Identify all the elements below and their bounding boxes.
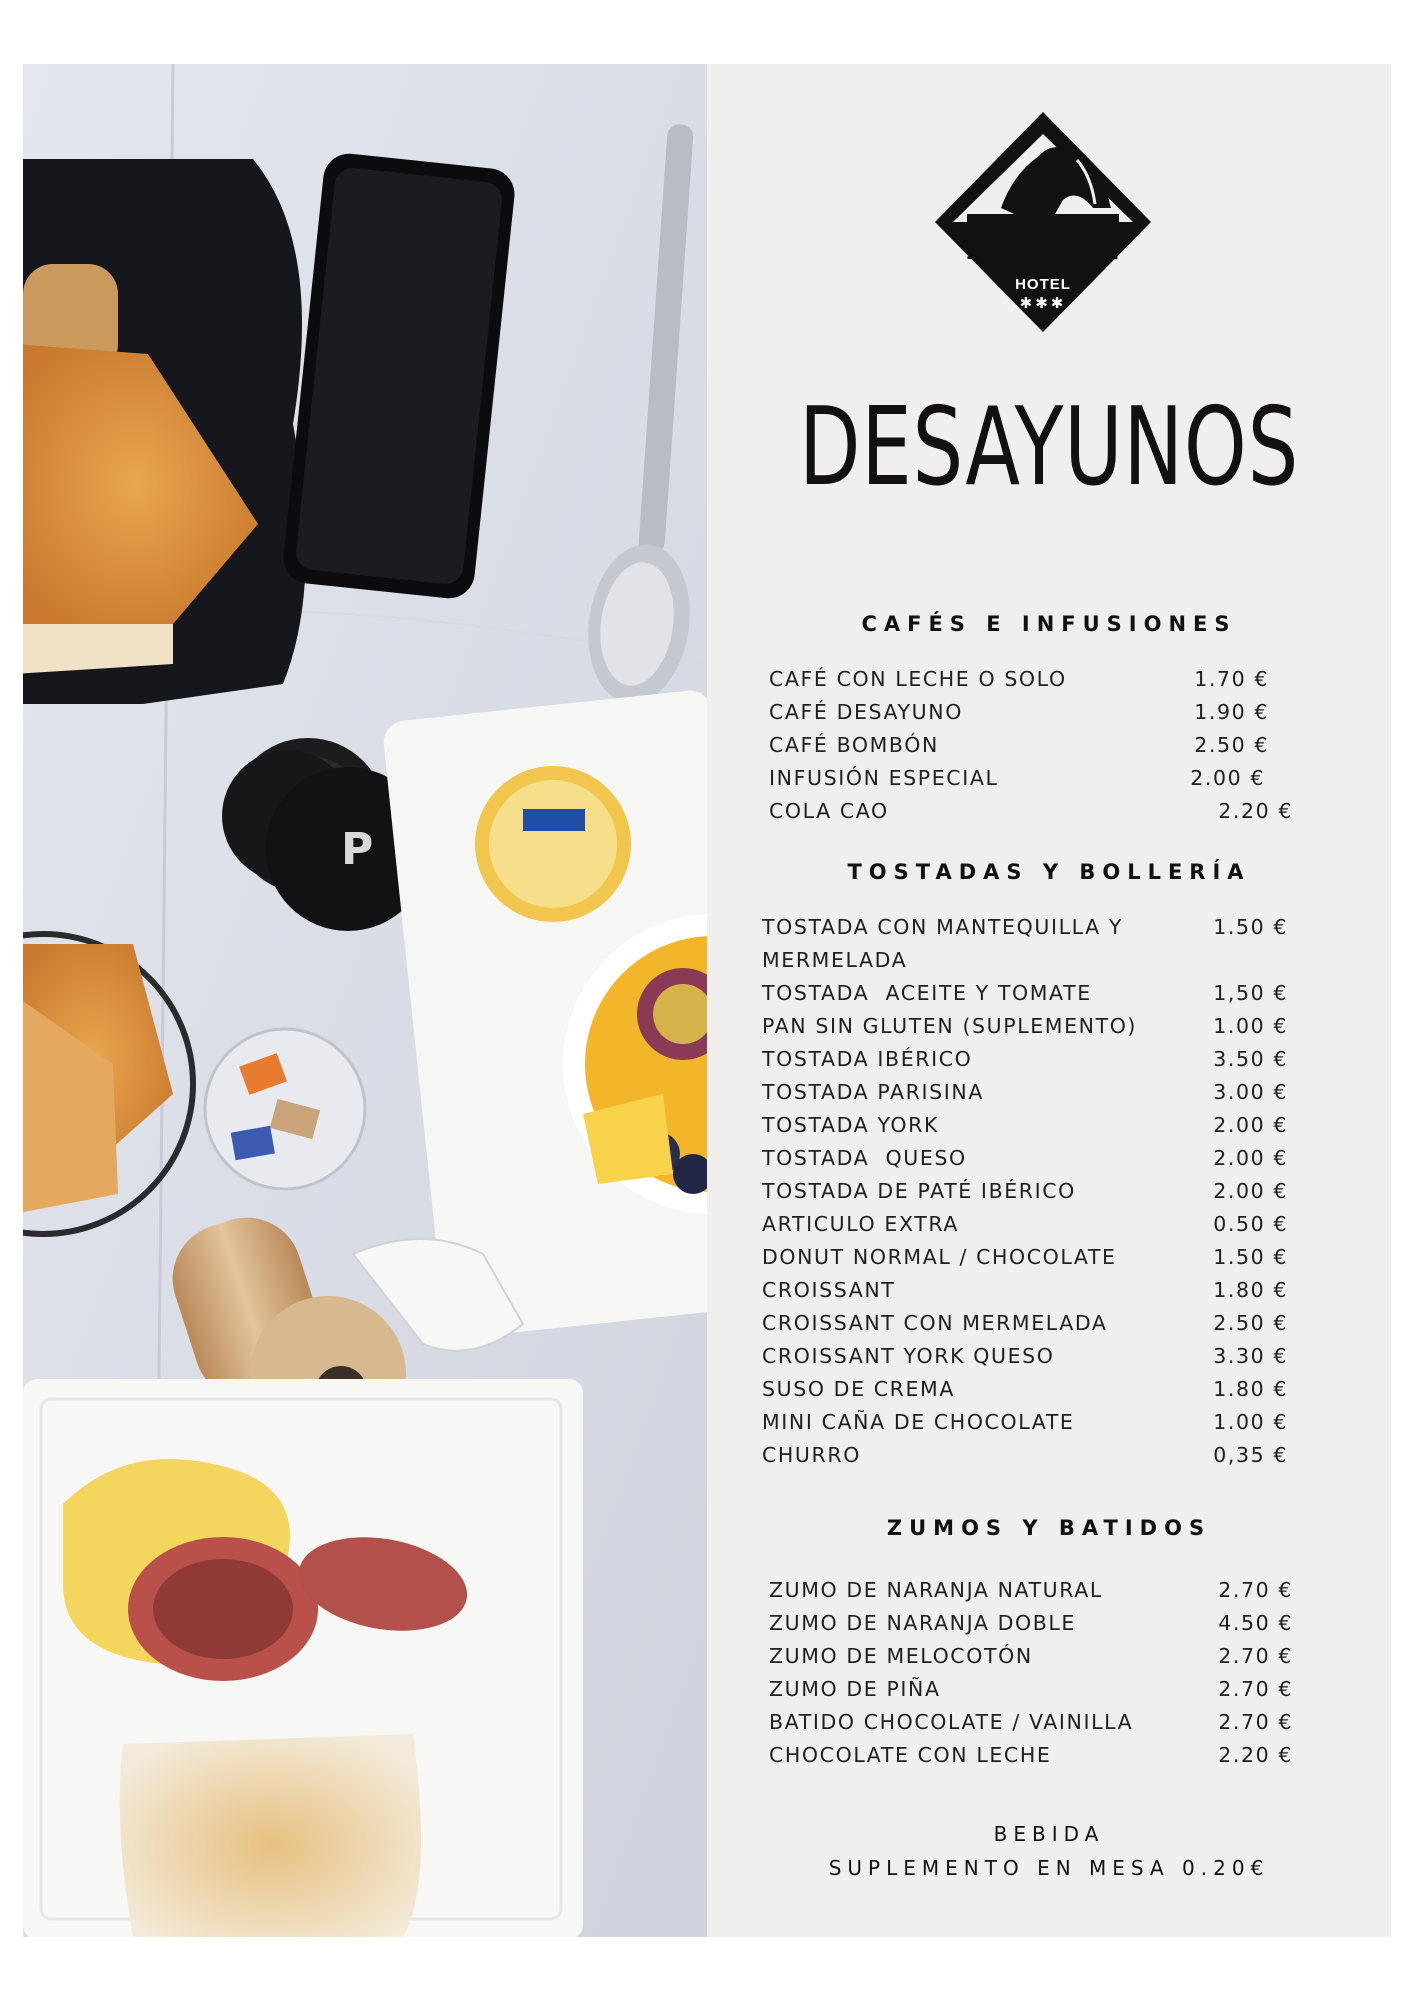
- item-price: 1.00 €: [1213, 1410, 1288, 1434]
- menu-item: [769, 799, 1293, 832]
- item-price: 2.70 €: [1218, 1710, 1293, 1734]
- menu-panel: [707, 64, 1391, 1937]
- menu-item: [762, 1179, 1288, 1212]
- item-price: 1.50 €: [1213, 1245, 1288, 1269]
- item-price: 3.30 €: [1213, 1344, 1288, 1368]
- item-name: TOSTADA YORK: [762, 1113, 940, 1137]
- item-name: TOSTADA PARISINA: [762, 1080, 984, 1104]
- menu-item: [769, 733, 1269, 766]
- footer-bebida: BEBIDA: [993, 1822, 1105, 1846]
- item-name: CROISSANT YORK QUESO: [762, 1344, 1055, 1368]
- menu-item: [762, 1410, 1288, 1443]
- footer-suplemento: SUPLEMENTO EN MESA 0.20€: [828, 1856, 1270, 1880]
- item-price: 0,35 €: [1213, 1443, 1288, 1467]
- brand-stars: ✱✱✱: [1019, 294, 1067, 312]
- item-name: ZUMO DE MELOCOTÓN: [769, 1644, 1033, 1668]
- item-name: ARTICULO EXTRA: [762, 1212, 960, 1236]
- item-price: 3.50 €: [1213, 1047, 1288, 1071]
- brand-name: AZAR: [967, 216, 1119, 271]
- menu-item: [762, 1344, 1288, 1377]
- menu-item: [769, 766, 1265, 799]
- item-price: 1.80 €: [1213, 1377, 1288, 1401]
- menu-item: [769, 1578, 1293, 1611]
- menu-item: [762, 1047, 1288, 1080]
- item-name: INFUSIÓN ESPECIAL: [769, 766, 999, 790]
- item-name: COLA CAO: [769, 799, 889, 823]
- menu-item: [762, 1212, 1288, 1245]
- item-price: 2.00 €: [1213, 1146, 1288, 1170]
- item-price: 1,50 €: [1213, 981, 1288, 1005]
- item-price: 1.00 €: [1213, 1014, 1288, 1038]
- item-price: 2.70 €: [1218, 1578, 1293, 1602]
- item-price: 2.20 €: [1218, 1743, 1293, 1767]
- menu-item: [769, 1611, 1293, 1644]
- item-price: 2.70 €: [1218, 1644, 1293, 1668]
- item-price: 0.50 €: [1213, 1212, 1288, 1236]
- menu-item: [769, 667, 1269, 700]
- section-title-zumos: ZUMOS Y BATIDOS: [886, 1516, 1212, 1540]
- breakfast-photo: [23, 64, 707, 1937]
- item-name: CAFÉ CON LECHE O SOLO: [769, 667, 1067, 691]
- menu-item: [762, 1014, 1288, 1047]
- item-price: 4.50 €: [1218, 1611, 1293, 1635]
- item-name: BATIDO CHOCOLATE / VAINILLA: [769, 1710, 1134, 1734]
- item-name: CHOCOLATE CON LECHE: [769, 1743, 1052, 1767]
- brand-subtitle: HOTEL: [1015, 276, 1071, 293]
- item-name: CROISSANT: [762, 1278, 896, 1302]
- menu-item: [769, 1677, 1293, 1710]
- item-name: CHURRO: [762, 1443, 861, 1467]
- item-name: ZUMO DE NARANJA DOBLE: [769, 1611, 1076, 1635]
- menu-item: [769, 700, 1269, 733]
- menu-item: [762, 1113, 1288, 1146]
- item-price: 2.20 €: [1218, 799, 1293, 823]
- item-price: 1.50 €: [1213, 915, 1288, 939]
- item-name: TOSTADA DE PATÉ IBÉRICO: [762, 1179, 1076, 1203]
- item-name: ZUMO DE PIÑA: [769, 1677, 941, 1701]
- item-name: TOSTADA IBÉRICO: [762, 1047, 973, 1071]
- item-price: 2.70 €: [1218, 1677, 1293, 1701]
- menu-item: [769, 1710, 1293, 1743]
- item-name: TOSTADA CON MANTEQUILLA Y: [762, 915, 1123, 939]
- item-price: 3.00 €: [1213, 1080, 1288, 1104]
- item-price: 2.00 €: [1190, 766, 1265, 790]
- item-name: PAN SIN GLUTEN (SUPLEMENTO): [762, 1014, 1138, 1038]
- section-title-cafes: CAFÉS E INFUSIONES: [861, 612, 1237, 636]
- item-name: CAFÉ DESAYUNO: [769, 700, 963, 724]
- menu-item: [762, 1245, 1288, 1278]
- item-price: 2.50 €: [1194, 733, 1269, 757]
- page-title: DESAYUNOS: [798, 385, 1300, 510]
- item-name-continued: MERMELADA: [762, 948, 908, 972]
- menu-item: [762, 1377, 1288, 1410]
- item-name: SUSO DE CREMA: [762, 1377, 955, 1401]
- item-name: TOSTADA ACEITE Y TOMATE: [762, 981, 1092, 1005]
- menu-item: [762, 1278, 1288, 1311]
- item-price: 2.50 €: [1213, 1311, 1288, 1335]
- item-name: DONUT NORMAL / CHOCOLATE: [762, 1245, 1117, 1269]
- item-price: 2.00 €: [1213, 1113, 1288, 1137]
- item-name: ZUMO DE NARANJA NATURAL: [769, 1578, 1103, 1602]
- item-price: 1.80 €: [1213, 1278, 1288, 1302]
- menu-item: [762, 1146, 1288, 1179]
- menu-item: [769, 1743, 1293, 1776]
- menu-item: [762, 1443, 1288, 1476]
- item-price: 1.70 €: [1194, 667, 1269, 691]
- section-title-tostadas: TOSTADAS Y BOLLERÍA: [847, 860, 1251, 884]
- menu-item: [762, 915, 1288, 981]
- item-name: CAFÉ BOMBÓN: [769, 733, 939, 757]
- item-price: 2.00 €: [1213, 1179, 1288, 1203]
- menu-item: [769, 1644, 1293, 1677]
- hotel-logo: [927, 104, 1159, 340]
- menu-item: [762, 981, 1288, 1014]
- item-name: TOSTADA QUESO: [762, 1146, 967, 1170]
- svg-text:P: P: [341, 824, 374, 875]
- item-name: CROISSANT CON MERMELADA: [762, 1311, 1108, 1335]
- item-name: MINI CAÑA DE CHOCOLATE: [762, 1410, 1075, 1434]
- menu-item: [762, 1080, 1288, 1113]
- menu-item: [762, 1311, 1288, 1344]
- breakfast-illustration: [23, 64, 707, 1937]
- item-price: 1.90 €: [1194, 700, 1269, 724]
